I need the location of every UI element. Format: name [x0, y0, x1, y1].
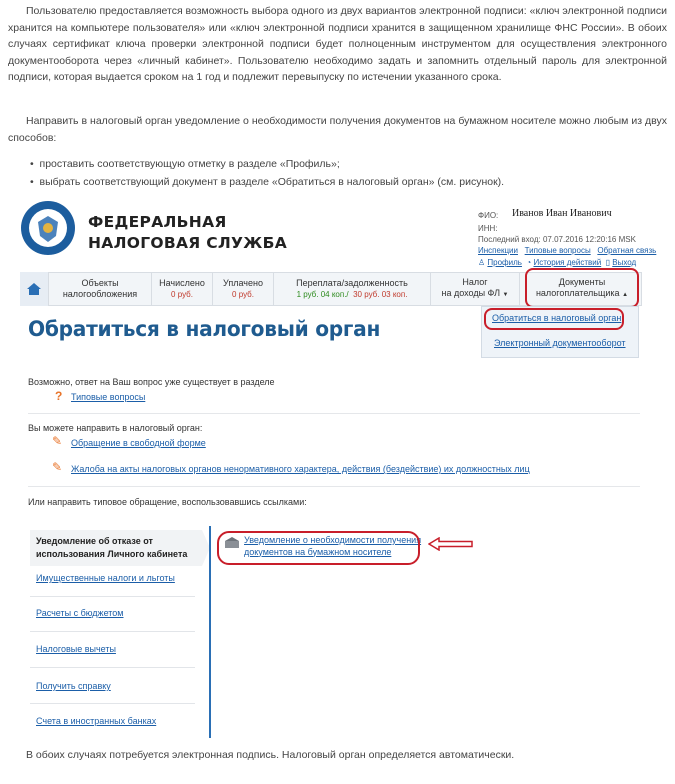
arrow-left-icon — [428, 537, 474, 551]
pen-icon: ✎ — [52, 434, 63, 448]
fns-logo — [20, 200, 76, 256]
sidebar-item-foreign-accounts[interactable]: Счета в иностранных банках — [36, 716, 157, 726]
dropdown-item-contact-tax-office[interactable]: Обратиться в налоговый орган — [492, 313, 622, 323]
nav-paid-value: 0 руб. — [232, 290, 254, 299]
maybe-answer-text: Возможно, ответ на Ваш вопрос уже существует в разделе — [28, 377, 275, 387]
nav-tax-line2 — [442, 288, 509, 301]
intro-paragraph-1: Пользователю предоставляется возможность выбора одного из двух вариантов электронной подписи: «ключ электронной подписи хранится на компьютере пользователя» или «ключ электронной подписи хранится в защищенном хранилище ФНС России». В обоих случаях сертификат ключа проверки электронной подписи будет полноценным инструментом для осуществления электронного документооборота через «личный кабинет». Пользователю необходимо задать и запомнить отдельный пароль для электронной подписи, которая выдается сроком на 1 год и подлежит перевыпуску по истечении указанного срока. — [8, 5, 667, 83]
intro-paragraph-2: Направить в налоговый орган уведомление о необходимости получения документов на бумажном носителе можно любым из двух способов: — [8, 115, 667, 144]
header-links — [478, 246, 656, 255]
or-send-text: Или направить типовое обращение, воспользовавшись ссылками: — [28, 497, 307, 507]
typical-questions-section-link[interactable]: Типовые вопросы — [71, 392, 146, 402]
notice-line2: документов на бумажном носителе — [244, 546, 392, 557]
chevron-down-icon: ▼ — [502, 292, 509, 298]
header-actions — [478, 258, 636, 267]
brand-title — [88, 212, 287, 254]
sidebar-item-get-certificate[interactable]: Получить справку — [36, 681, 111, 691]
nav-overpay-value: 1 руб. 04 коп./ — [296, 290, 349, 299]
nav-accrued[interactable] — [152, 272, 213, 306]
notice-line1: Уведомление о необходимости получения — [244, 535, 422, 545]
bullet-item: • выбрать соответствующий документ в разделе «Обратиться в налоговый орган» (см. рисунок). — [30, 176, 505, 188]
dropdown-item-edo[interactable]: Электронный документооборот — [494, 338, 626, 348]
history-link[interactable]: История действий — [533, 258, 602, 267]
nav-docs-line2-text: налогоплательщика — [535, 288, 620, 298]
sidebar-separator — [30, 631, 195, 632]
nav-accrued-label: Начислено — [159, 278, 205, 288]
profile-link[interactable]: Профиль — [487, 258, 522, 267]
fio-value: Иванов Иван Иванович — [512, 208, 612, 219]
sidebar-border — [209, 526, 211, 738]
divider — [28, 486, 640, 487]
bullet-1-text: проставить соответствующую отметку в разделе «Профиль»; — [39, 158, 340, 170]
question-icon: ? — [55, 389, 63, 403]
sidebar-active-line2: использования Личного кабинета — [36, 549, 188, 559]
outro-paragraph: В обоих случаях потребуется электронная подпись. Налоговый орган определяется автоматически. — [26, 749, 515, 761]
sidebar-active-item[interactable] — [30, 530, 202, 566]
home-icon — [26, 282, 42, 296]
highlight-dropdown-item — [484, 308, 624, 330]
nav-tax-line1: Налог — [462, 277, 488, 287]
sidebar-item-property-taxes[interactable]: Имущественные налоги и льготы — [36, 573, 175, 583]
home-button[interactable] — [20, 272, 49, 306]
sidebar-separator — [30, 596, 195, 597]
nav-overpay-values — [297, 289, 408, 300]
nav-docs-line1: Документы — [558, 277, 606, 287]
sidebar-item-tax-deductions[interactable]: Налоговые вычеты — [36, 644, 116, 654]
nav-overpay[interactable] — [274, 272, 431, 306]
nav-debt-value: 30 руб. 03 коп. — [353, 290, 408, 299]
sidebar-active-line1: Уведомление об отказе от — [36, 536, 153, 546]
last-login-value: 07.07.2016 12:20:16 MSK — [542, 235, 636, 244]
chevron-up-icon: ▲ — [622, 292, 629, 298]
history-icon: ◔ — [526, 258, 532, 267]
pen-icon: ✎ — [52, 460, 63, 474]
highlight-documents — [525, 268, 639, 308]
nav-tax-line2-text: на доходы ФЛ — [441, 288, 501, 298]
sidebar-separator — [30, 703, 195, 704]
nav-objects[interactable] — [49, 272, 152, 306]
nav-objects-line2: налогообложения — [62, 289, 138, 299]
inspections-link[interactable]: Инспекции — [478, 246, 518, 255]
last-login — [478, 235, 636, 244]
nav-accrued-value: 0 руб. — [171, 290, 193, 299]
divider — [28, 413, 640, 414]
highlight-notice — [217, 531, 420, 565]
sidebar-item-budget-settlements[interactable]: Расчеты с бюджетом — [36, 608, 124, 618]
fio-label: ФИО: — [478, 211, 499, 220]
profile-icon: ♙ — [478, 258, 486, 267]
page-title: Обратиться в налоговый орган — [28, 317, 381, 341]
free-form-link[interactable]: Обращение в свободной форме — [71, 438, 206, 448]
logout-icon: ▯ — [605, 258, 611, 267]
brand-line-2: НАЛОГОВАЯ СЛУЖБА — [88, 234, 287, 252]
brand-line-1: ФЕДЕРАЛЬНАЯ — [88, 213, 227, 231]
nav-tax[interactable] — [431, 272, 520, 306]
bullet-item: • проставить соответствующую отметку в разделе «Профиль»; — [30, 158, 340, 170]
nav-overpay-label: Переплата/задолженность — [296, 278, 408, 288]
logout-link[interactable]: Выход — [612, 258, 637, 267]
complaint-link[interactable]: Жалоба на акты налоговых органов ненормативного характера, действия (бездействие) их должностных лиц — [71, 464, 530, 474]
last-login-label: Последний вход: — [478, 235, 541, 244]
sidebar-separator — [30, 667, 195, 668]
inn-label: ИНН: — [478, 224, 498, 233]
bullet-2-text: выбрать соответствующий документ в разделе «Обратиться в налоговый орган» (см. рисунок). — [39, 176, 505, 188]
nav-paid-label: Уплачено — [223, 278, 263, 288]
you-can-send-text: Вы можете направить в налоговый орган: — [28, 423, 203, 433]
nav-paid[interactable] — [213, 272, 274, 306]
feedback-link[interactable]: Обратная связь — [597, 246, 657, 255]
typical-questions-link[interactable]: Типовые вопросы — [524, 246, 591, 255]
nav-objects-line1: Объекты — [81, 278, 119, 288]
